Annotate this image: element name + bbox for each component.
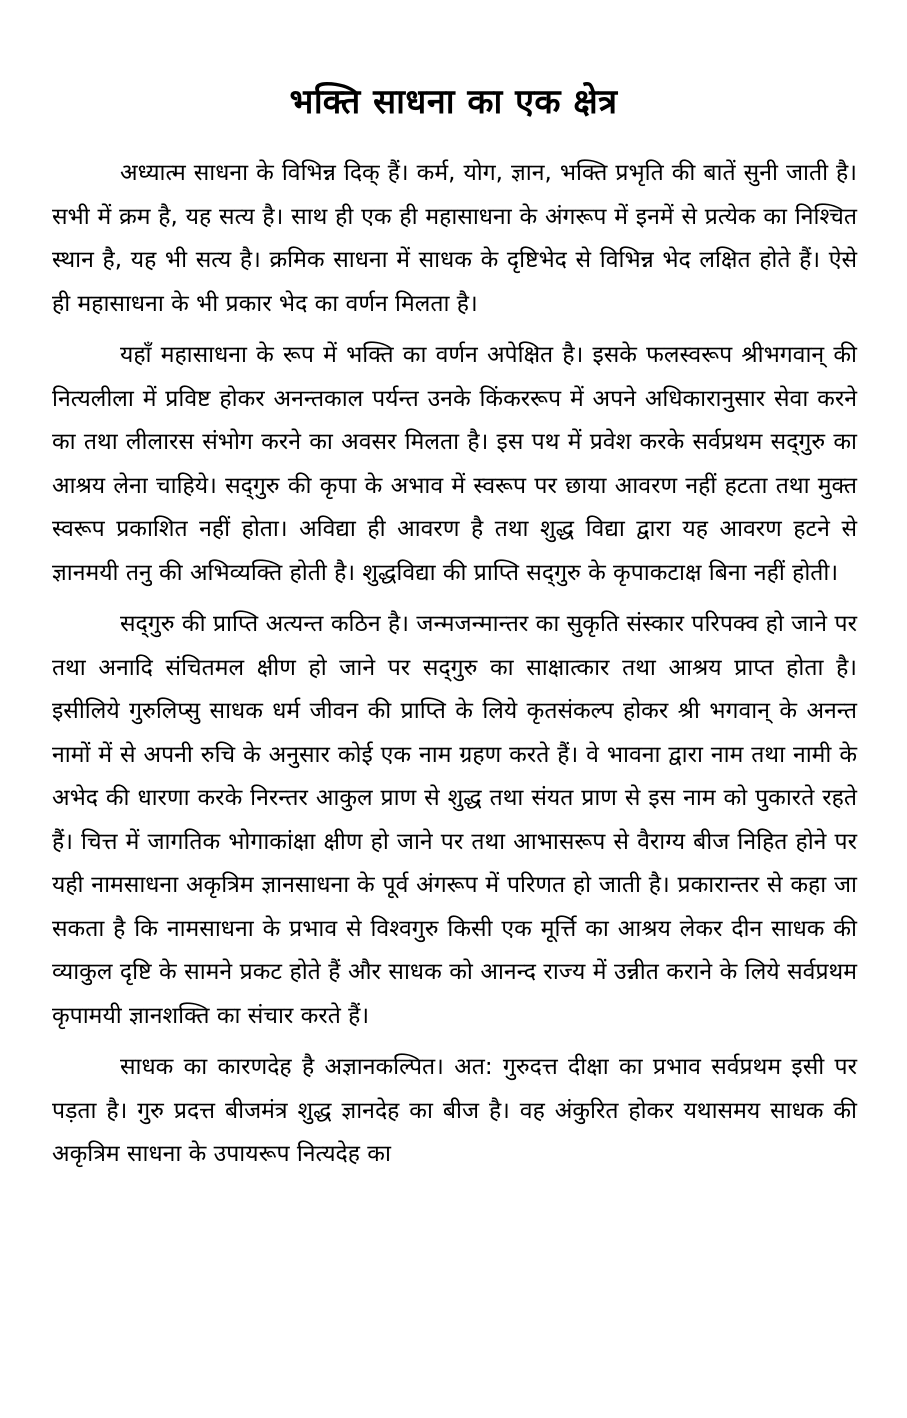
- chapter-title: भक्ति साधना का एक क्षेत्र: [289, 82, 618, 122]
- paragraph-4: साधक का कारणदेह है अज्ञानकल्पित। अत: गुरुदत्त दीक्षा का प्रभाव सर्वप्रथम इसी पर पड़ता है। गुरु प्रदत्त बीजमंत्र शुद्ध ज्ञानदेह का बीज है। वह अंकुरित होकर यथासमय साधक की अकृत्रिम साधना के उपायरूप नित्यदेह का: [52, 1054, 857, 1167]
- paragraph-1: अध्यात्म साधना के विभिन्न दिक् हैं। कर्म, योग, ज्ञान, भक्ति प्रभृति की बातें सुनी जाती है। सभी में क्रम है, यह सत्य है। साथ ही एक ही महासाधना के अंगरूप में इनमें से प्रत्येक का निश्चित स्थान है, यह भी सत्य है। क्रमिक साधना में साधक के दृष्टिभेद से विभिन्न भेद लक्षित होते हैं। ऐसे ही महासाधना के भी प्रकार भेद का वर्णन मिलता है।: [52, 160, 857, 317]
- chapter-body: [52, 152, 857, 1185]
- paragraph-3: सद्‌गुरु की प्राप्ति अत्यन्त कठिन है। जन्मजन्मान्तर का सुकृति संस्कार परिपक्व हो जाने पर तथा अनादि संचितमल क्षीण हो जाने पर सद्‌गुरु का साक्षात्कार तथा आश्रय प्राप्त होता है। इसीलिये गुरुलिप्सु साधक धर्म जीवन की प्राप्ति के लिये कृतसंकल्प होकर श्री भगवान् के अनन्त नामों में से अपनी रुचि के अनुसार कोई एक नाम ग्रहण करते हैं। वे भावना द्वारा नाम तथा नामी के अभेद की धारणा करके निरन्तर आकुल प्राण से शुद्ध तथा संयत प्राण से इस नाम को पुकारते रहते हैं। चित्त में जागतिक भोगाकांक्षा क्षीण हो जाने पर तथा आभासरूप से वैराग्य बीज निहित होने पर यही नामसाधना अकृत्रिम ज्ञानसाधना के पूर्व अंगरूप में परिणत हो जाती है। प्रकारान्तर से कहा जा सकता है कि नामसाधना के प्रभाव से विश्वगुरु किसी एक मूर्त्ति का आश्रय लेकर दीन साधक की व्याकुल दृष्टि के सामने प्रकट होते हैं और साधक को आनन्द राज्य में उन्नीत कराने के लिये सर्वप्रथम कृपामयी ज्ञानशक्ति का संचार करते हैं।: [52, 611, 857, 1029]
- paragraph-2: यहाँ महासाधना के रूप में भक्ति का वर्णन अपेक्षित है। इसके फलस्वरूप श्रीभगवान् की नित्यलीला में प्रविष्ट होकर अनन्तकाल पर्यन्त उनके किंकररूप में अपने अधिकारानुसार सेवा करने का तथा लीलारस संभोग करने का अवसर मिलता है। इस पथ में प्रवेश करके सर्वप्रथम सद्‌गुरु का आश्रय लेना चाहिये। सद्‌गुरु की कृपा के अभाव में स्वरूप पर छाया आवरण नहीं हटता तथा मुक्त स्वरूप प्रकाशित नहीं होता। अविद्या ही आवरण है तथा शुद्ध विद्या द्वारा यह आवरण हटने से ज्ञानमयी तनु की अभिव्यक्ति होती है। शुद्धविद्या की प्राप्ति सद्‌गुरु के कृपाकटाक्ष बिना नहीं होती।: [52, 342, 857, 586]
